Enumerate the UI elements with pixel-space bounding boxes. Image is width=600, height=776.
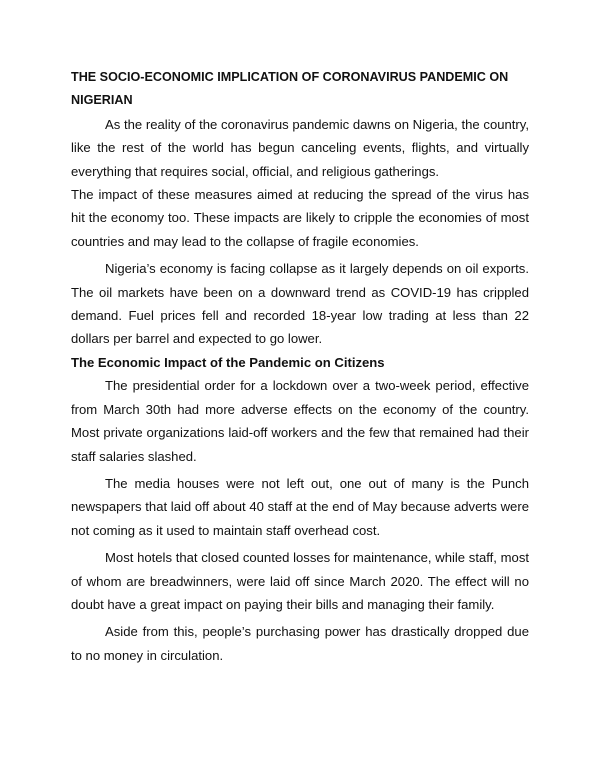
paragraph-intro-2: The impact of these measures aimed at reducing the spread of the virus has hit the economy too. These impacts are likely to cripple the economies of most countries and may lead to the collapse of fragile economies. [71,187,529,249]
paragraph-intro-1: As the reality of the coronavirus pandemic dawns on Nigeria, the country, like the rest of the world has begun canceling events, flights, and virtually everything that requires social, official, and religious gatherings. [71,116,529,179]
document-title: THE SOCIO-ECONOMIC IMPLICATION OF CORONAVIRUS PANDEMIC ON NIGERIAN [71,70,509,108]
paragraph-body-1: The presidential order for a lockdown over a two-week period, effective from March 30th had more adverse effects on the economy of the country. Most private organizations laid-off workers and the few that remained had their staff salaries slashed. [71,378,529,464]
document-page [71,66,529,667]
paragraph-body-3: Most hotels that closed counted losses for maintenance, while staff, most of whom are breadwinners, were laid off since March 2020. The effect will no doubt have a great impact on paying their bills and managing their family. [71,550,529,612]
paragraph-intro-3: Nigeria’s economy is facing collapse as it largely depends on oil exports. The oil markets have been on a downward trend as COVID-19 has crippled demand. Fuel prices fell and recorded 18-year low trading at less than 22 dollars per barrel and expected to go lower. [71,261,529,347]
paragraph-body-4: Aside from this, people’s purchasing power has drastically dropped due to no money in circulation. [71,624,529,663]
paragraph-body-2: The media houses were not left out, one out of many is the Punch newspapers that laid off about 40 staff at the end of May because adverts were not coming as it used to maintain staff overhead cost. [71,475,529,538]
section-heading: The Economic Impact of the Pandemic on Citizens [71,354,385,370]
